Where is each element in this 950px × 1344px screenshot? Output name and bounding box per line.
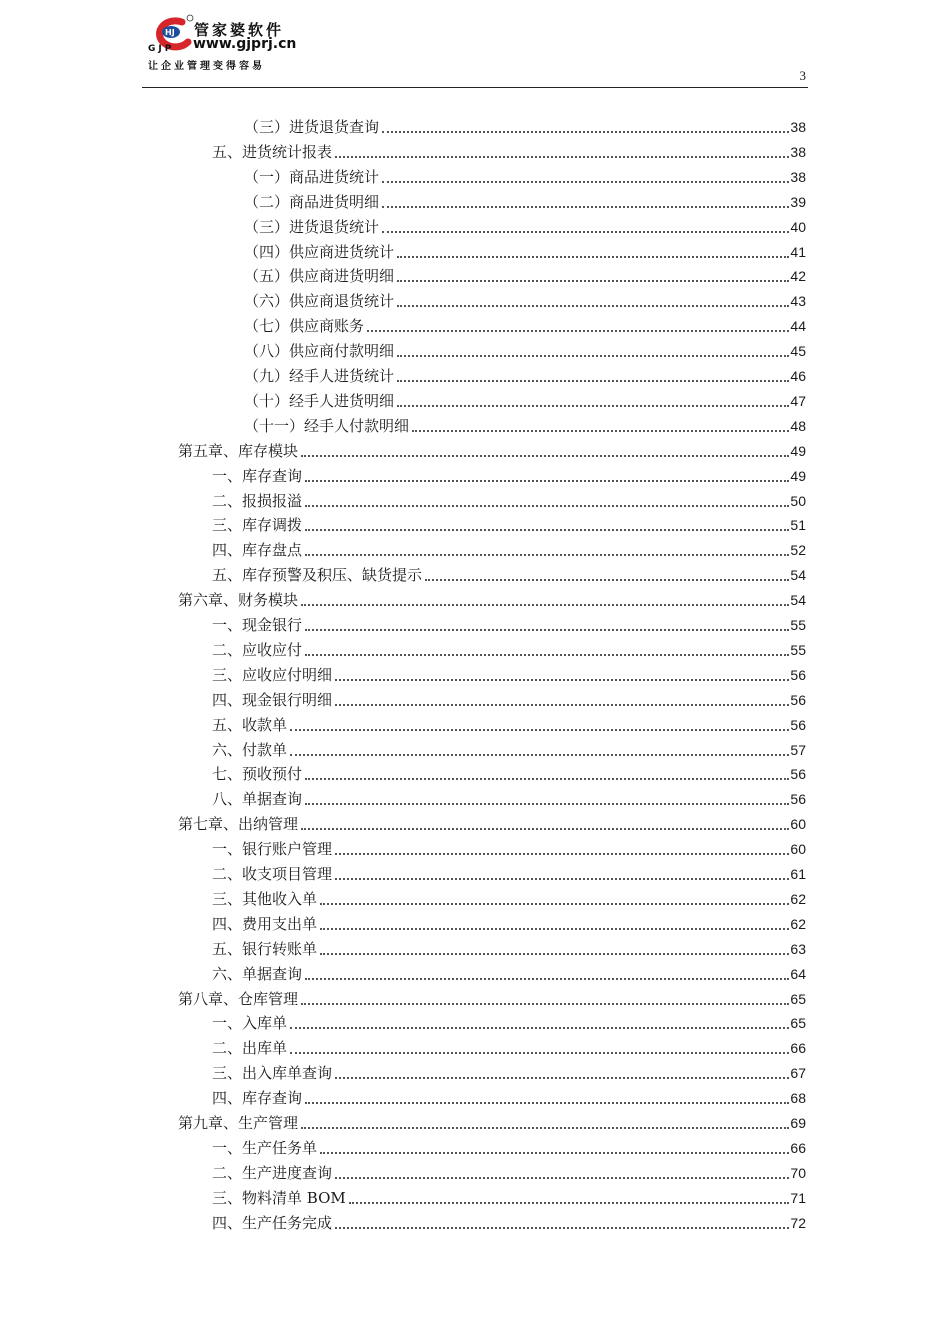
toc-entry-title: 第七章、出纳管理	[178, 815, 299, 834]
toc-entry-page: 51	[790, 517, 806, 534]
toc-dot-leader	[305, 977, 789, 980]
toc-entry-title: 四、费用支出单	[212, 914, 318, 933]
toc-dot-leader	[301, 1002, 789, 1005]
toc-dot-leader	[305, 504, 789, 507]
toc-dot-leader	[425, 578, 789, 581]
toc-entry-page: 56	[790, 691, 806, 708]
toc-entry-title: 二、应收应付	[212, 640, 303, 659]
toc-entry-page: 66	[790, 1040, 806, 1057]
toc-entry-page: 62	[790, 915, 806, 932]
toc-dot-leader	[335, 703, 789, 706]
toc-entry-title: 五、收款单	[212, 715, 288, 734]
toc-entry-title: 四、生产任务完成	[212, 1213, 333, 1232]
toc-dot-leader	[335, 155, 789, 158]
brand-code: GJP	[148, 44, 175, 54]
toc-entry[interactable]	[244, 315, 806, 337]
toc-entry-page: 39	[790, 193, 806, 210]
toc-entry[interactable]	[212, 465, 806, 487]
toc-entry-title: 四、库存盘点	[212, 541, 303, 560]
toc-dot-leader	[320, 952, 789, 955]
toc-dot-leader	[301, 827, 789, 830]
toc-dot-leader	[335, 1076, 789, 1079]
toc-entry-page: 60	[790, 841, 806, 858]
toc-entry-title: 七、预收预付	[212, 765, 303, 784]
toc-entry-page: 63	[790, 940, 806, 957]
toc-entry-title: （九）经手人进货统计	[244, 367, 395, 385]
toc-dot-leader	[301, 454, 789, 457]
toc-entry[interactable]	[244, 340, 806, 362]
toc-entry-page: 48	[790, 417, 806, 434]
toc-entry[interactable]	[212, 714, 806, 736]
toc-entry[interactable]	[212, 689, 806, 711]
toc-entry-title: 一、现金银行	[212, 616, 303, 634]
toc-dot-leader	[382, 130, 789, 133]
toc-entry-title: 四、现金银行明细	[212, 690, 333, 709]
toc-entry[interactable]	[212, 1012, 806, 1034]
toc-dot-leader	[335, 877, 789, 880]
toc-entry-title: 一、入库单	[212, 1014, 288, 1033]
toc-entry[interactable]	[178, 440, 806, 462]
toc-dot-leader	[335, 678, 789, 681]
toc-dot-leader	[335, 1176, 789, 1179]
toc-entry-page: 45	[790, 343, 806, 360]
toc-entry-title: （十一）经手人付款明细	[244, 416, 410, 435]
toc-entry-page: 55	[790, 617, 806, 633]
toc-entry-title: （三）进货退货查询	[244, 118, 380, 136]
toc-entry[interactable]	[178, 589, 806, 611]
toc-entry-page: 40	[790, 218, 806, 235]
toc-entry-title: （三）进货退货统计	[244, 217, 380, 236]
page-header	[140, 12, 810, 88]
toc-entry-page: 47	[790, 392, 806, 409]
toc-entry-page: 50	[790, 492, 806, 509]
toc-entry-page: 43	[790, 293, 806, 310]
toc-entry-page: 54	[790, 567, 806, 584]
toc-entry-title: 五、进货统计报表	[212, 142, 333, 161]
toc-entry-page: 38	[790, 168, 806, 185]
toc-entry[interactable]	[212, 888, 806, 910]
toc-entry-page: 64	[790, 965, 806, 982]
toc-entry-title: 二、收支项目管理	[212, 865, 333, 883]
toc-dot-leader	[305, 553, 789, 556]
toc-entry-page: 42	[790, 268, 806, 285]
toc-entry[interactable]	[178, 988, 806, 1010]
toc-entry[interactable]	[212, 141, 806, 163]
page-number: 3	[799, 68, 806, 83]
toc-entry[interactable]	[212, 1162, 806, 1184]
toc-entry[interactable]	[212, 1212, 806, 1234]
toc-dot-leader	[305, 528, 789, 531]
toc-entry-page: 66	[790, 1139, 806, 1156]
toc-entry-title: 三、其他收入单	[212, 889, 318, 908]
toc-entry[interactable]	[244, 290, 806, 312]
toc-entry-page: 60	[790, 816, 806, 833]
toc-entry-page: 67	[790, 1065, 806, 1082]
toc-entry-title: （七）供应商账务	[244, 317, 365, 336]
brand-name: 管家婆软件	[194, 21, 285, 39]
toc-entry[interactable]	[212, 514, 806, 536]
toc-entry-title: （六）供应商退货统计	[244, 292, 395, 311]
toc-dot-leader	[382, 205, 789, 208]
toc-dot-leader	[305, 802, 789, 805]
toc-dot-leader	[305, 628, 789, 631]
toc-dot-leader	[320, 927, 789, 930]
toc-entry-title: （八）供应商付款明细	[244, 342, 395, 361]
toc-dot-leader	[320, 1151, 789, 1154]
toc-entry[interactable]	[212, 963, 806, 985]
toc-dot-leader	[301, 603, 789, 606]
toc-entry-page: 49	[790, 467, 806, 484]
toc-entry[interactable]	[244, 166, 806, 188]
toc-entry[interactable]	[212, 1137, 806, 1159]
toc-dot-leader	[320, 902, 789, 905]
toc-entry-title: 第五章、库存模块	[178, 441, 299, 460]
toc-entry-title: 二、出库单	[212, 1039, 288, 1058]
toc-entry-title: 八、单据查询	[212, 790, 303, 809]
brand-slogan: 让企业管理变得容易	[148, 61, 265, 72]
toc-dot-leader	[305, 777, 789, 780]
toc-dot-leader	[397, 279, 789, 282]
toc-entry-title: 二、报损报溢	[212, 491, 303, 510]
toc-entry[interactable]	[212, 490, 806, 512]
header-divider	[142, 87, 808, 88]
toc-entry-page: 56	[790, 766, 806, 783]
toc-dot-leader	[397, 304, 789, 307]
toc-entry[interactable]	[212, 614, 806, 636]
toc-dot-leader	[397, 379, 789, 382]
toc-entry[interactable]	[244, 241, 806, 263]
toc-entry[interactable]	[212, 564, 806, 586]
toc-entry[interactable]	[212, 913, 806, 935]
toc-entry[interactable]	[244, 216, 806, 238]
toc-entry[interactable]	[212, 1087, 806, 1109]
toc-dot-leader	[301, 1126, 789, 1129]
toc-dot-leader	[290, 1026, 789, 1029]
toc-dot-leader	[305, 1101, 789, 1104]
toc-entry-title: 第八章、仓库管理	[178, 989, 299, 1008]
toc-dot-leader	[290, 1051, 789, 1054]
toc-entry[interactable]	[212, 539, 806, 561]
toc-dot-leader	[349, 1201, 790, 1204]
toc-entry-page: 72	[790, 1214, 806, 1231]
toc-dot-leader	[412, 429, 789, 432]
toc-entry-page: 70	[790, 1164, 806, 1181]
toc-entry[interactable]	[212, 838, 806, 860]
toc-entry-title: 一、生产任务单	[212, 1138, 318, 1157]
toc-entry[interactable]	[178, 813, 806, 835]
toc-entry[interactable]	[212, 1187, 806, 1209]
toc-dot-leader	[335, 1226, 789, 1229]
toc-dot-leader	[397, 255, 789, 258]
toc-entry-title: 三、库存调拨	[212, 516, 303, 535]
toc-entry-title: 三、出入库单查询	[212, 1064, 333, 1083]
toc-entry-page: 56	[790, 666, 806, 683]
toc-dot-leader	[335, 852, 789, 855]
toc-dot-leader	[382, 180, 789, 183]
toc-entry[interactable]	[212, 739, 806, 761]
toc-entry-page: 65	[790, 990, 806, 1007]
toc-entry-title: 六、单据查询	[212, 964, 303, 983]
toc-entry-title: 二、生产进度查询	[212, 1163, 333, 1182]
toc-entry-title: （四）供应商进货统计	[244, 242, 395, 261]
brand-url: www.gjprj.cn	[193, 36, 297, 52]
toc-entry[interactable]	[212, 639, 806, 661]
toc-entry-title: 五、银行转账单	[212, 939, 318, 958]
toc-entry[interactable]	[212, 788, 806, 810]
toc-entry-page: 61	[790, 866, 806, 882]
toc-entry-page: 57	[790, 741, 806, 758]
toc-entry-page: 56	[790, 791, 806, 808]
toc-entry-title: （一）商品进货统计	[244, 167, 380, 186]
toc-entry[interactable]	[212, 763, 806, 785]
toc-entry[interactable]	[178, 1112, 806, 1134]
toc-entry-page: 46	[790, 368, 806, 384]
toc-entry[interactable]	[244, 390, 806, 412]
toc-entry[interactable]	[244, 191, 806, 213]
toc-entry-page: 71	[790, 1189, 806, 1206]
toc-entry-title: （十）经手人进货明细	[244, 391, 395, 410]
toc-entry-title: 第九章、生产管理	[178, 1114, 299, 1132]
toc-entry-page: 41	[790, 243, 806, 260]
toc-entry-page: 52	[790, 542, 806, 559]
toc-entry-title: 一、库存查询	[212, 466, 303, 485]
toc-entry[interactable]	[212, 664, 806, 686]
toc-entry-title: 三、应收应付明细	[212, 665, 333, 684]
toc-entry[interactable]	[212, 1062, 806, 1084]
toc-entry-title: （二）商品进货明细	[244, 192, 380, 211]
toc-entry-title: 五、库存预警及积压、缺货提示	[212, 566, 423, 585]
toc-entry[interactable]	[212, 1037, 806, 1059]
toc-dot-leader	[367, 329, 789, 332]
toc-entry-page: 38	[790, 143, 806, 160]
toc-entry-title: 一、银行账户管理	[212, 840, 333, 859]
toc-dot-leader	[305, 479, 789, 482]
toc-entry-page: 65	[790, 1015, 806, 1032]
toc-dot-leader	[290, 728, 789, 731]
toc-entry-page: 62	[790, 890, 806, 907]
toc-entry[interactable]	[244, 265, 806, 287]
toc-entry[interactable]	[244, 116, 806, 138]
toc-entry-title: 三、物料清单 BOM	[212, 1188, 346, 1207]
toc-entry-page: 54	[790, 592, 806, 609]
toc-entry-page: 68	[790, 1090, 806, 1107]
toc-entry-page: 44	[790, 318, 806, 335]
toc-entry-title: 六、付款单	[212, 740, 288, 759]
toc-entry-page: 56	[790, 716, 806, 733]
toc-dot-leader	[382, 230, 789, 233]
toc-dot-leader	[305, 653, 789, 656]
toc-dot-leader	[397, 354, 789, 357]
svg-text:HJ: HJ	[165, 28, 175, 37]
toc-entry[interactable]	[212, 863, 806, 885]
toc-entry-title: 第六章、财务模块	[178, 591, 299, 610]
toc-entry[interactable]	[244, 415, 806, 437]
toc-entry-page: 69	[790, 1115, 806, 1131]
toc-entry[interactable]	[244, 365, 806, 387]
toc-entry-page: 49	[790, 442, 806, 459]
toc-dot-leader	[397, 404, 789, 407]
toc-entry-page: 38	[790, 119, 806, 135]
toc-dot-leader	[290, 753, 789, 756]
toc-entry-title: 四、库存查询	[212, 1089, 303, 1108]
toc-entry[interactable]	[212, 938, 806, 960]
toc-entry-page: 55	[790, 641, 806, 658]
toc-entry-title: （五）供应商进货明细	[244, 267, 395, 286]
